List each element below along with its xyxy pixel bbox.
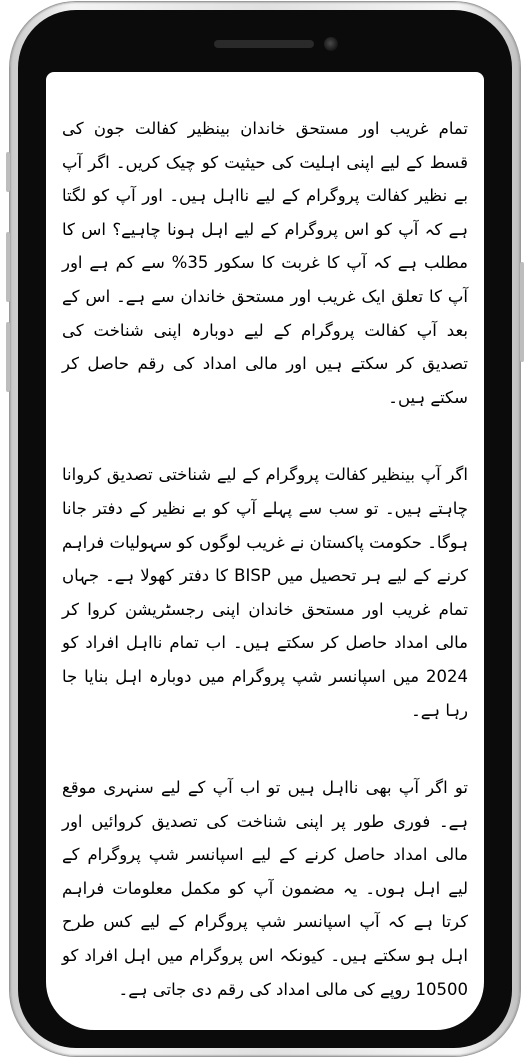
phone-bezel	[18, 10, 512, 1048]
mute-switch	[6, 152, 10, 192]
speaker-grille	[214, 40, 314, 48]
article-paragraph-1: تمام غریب اور مستحق خاندان بینظیر کفالت جون کی قسط کے لیے اپنی اہلیت کی حیثیت کو چیک کریں۔ اگر آپ بے نظیر کفالت پروگرام کے لیے نااہل ہیں۔ اور آپ کو لگتا ہے کہ آپ کو اس پروگرام کے لیے اہل ہونا چاہیے؟ اس کا مطلب ہے کہ آپ کا غربت کا سکور 35% سے کم ہے اور آپ کا تعلق ایک غریب اور مستحق خاندان سے ہے۔ اس کے بعد آپ کفالت پروگرام کے لیے دوبارہ اپنی شناخت کی تصدیق کر سکتے ہیں اور مالی امداد کی رقم حاصل کر سکتے ہیں۔	[62, 119, 468, 407]
article-body	[62, 112, 468, 1006]
phone-screen[interactable]	[46, 72, 484, 1030]
volume-up-button	[6, 232, 10, 302]
front-camera-icon	[324, 37, 338, 51]
volume-down-button	[6, 322, 10, 392]
article-paragraph-2: اگر آپ بینظیر کفالت پروگرام کے لیے شناختی تصدیق کروانا چاہتے ہیں۔ تو سب سے پہلے آپ کو بے نظیر کے دفتر جانا ہوگا۔ حکومت پاکستان نے غریب لوگوں کو سہولیات فراہم کرنے کے لیے ہر تحصیل میں BISP کا دفتر کھولا ہے۔ جہاں تمام غریب اور مستحق خاندان اپنی رجسٹریشن کروا کر مالی امداد حاصل کر سکتے ہیں۔ اب تمام نااہل افراد کو 2024 میں اسپانسر شپ پروگرام میں دوبارہ اہل بنایا جا رہا ہے۔	[62, 465, 469, 720]
phone-frame	[10, 2, 520, 1056]
article-paragraph-3: تو اگر آپ بھی نااہل ہیں تو اب آپ کے لیے سنہری موقع ہے۔ فوری طور پر اپنی شناخت کی تصدیق کروائیں اور مالی امداد حاصل کرنے کے لیے اسپانسر شپ پروگرام کے لیے اہل ہوں۔ یہ مضمون آپ کو مکمل معلومات فراہم کرتا ہے کہ آپ اسپانسر شپ پروگرام کے لیے کس طرح اہل ہو سکتے ہیں۔ کیونکہ اس پروگرام میں اہل افراد کو 10500 روپے کی مالی امداد کی رقم دی جاتی ہے۔	[62, 778, 468, 999]
power-button	[520, 262, 524, 362]
